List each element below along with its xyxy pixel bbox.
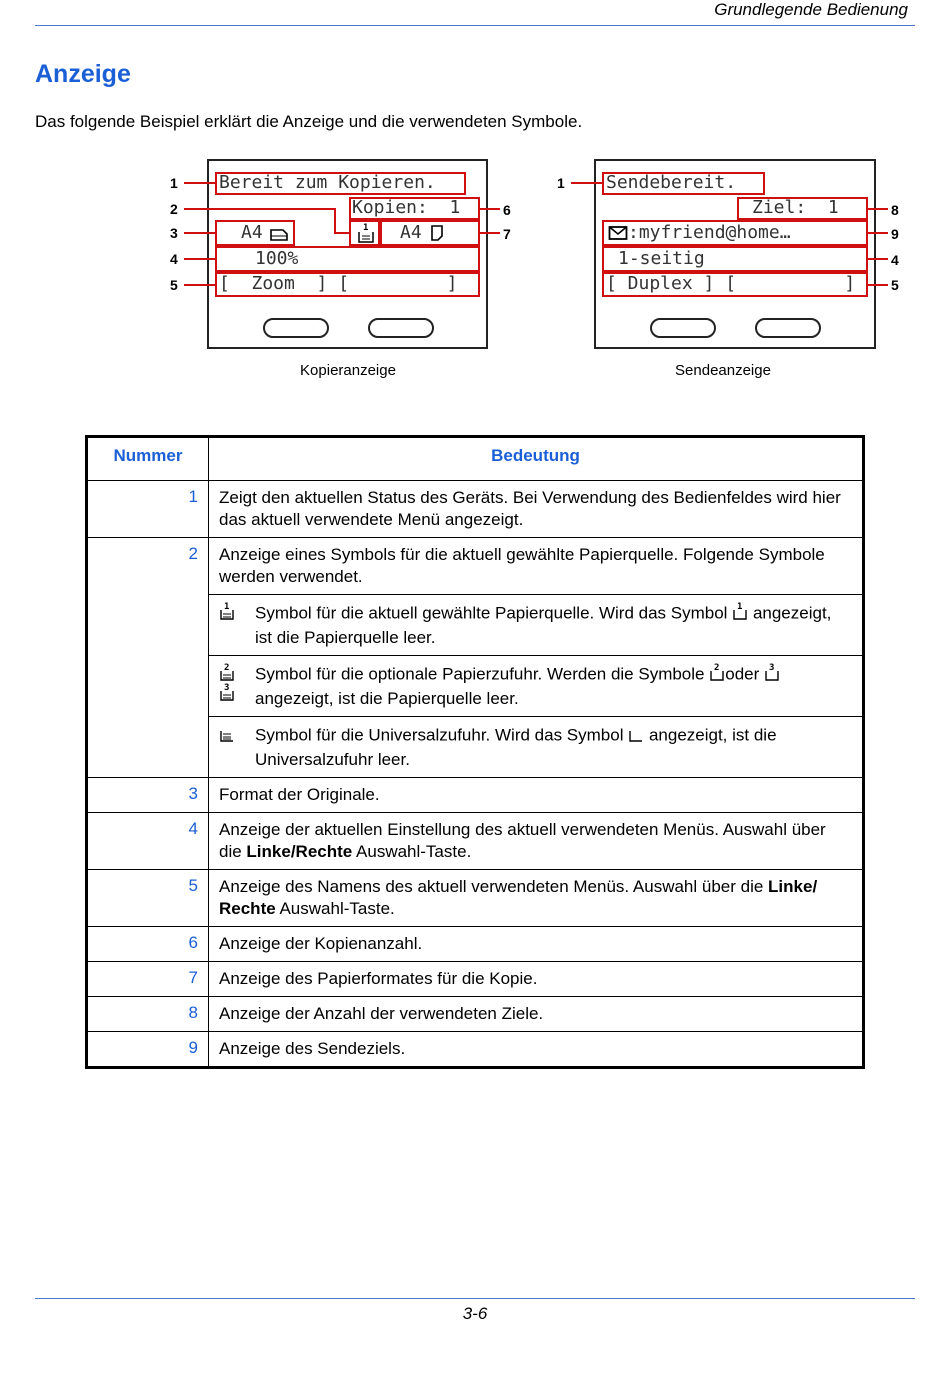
row-number: 2	[87, 538, 209, 778]
leader-line-5	[184, 284, 215, 286]
callout-box-7	[380, 220, 480, 246]
callout-box-5	[602, 272, 868, 297]
copy-status-line: Bereit zum Kopieren.	[219, 172, 436, 193]
subrow-cassette	[209, 595, 864, 656]
leader-line-4	[184, 258, 215, 260]
leader-line-2-drop	[334, 208, 336, 234]
send-right-softkey	[755, 318, 821, 338]
row-number: 5	[87, 870, 209, 927]
leader-line-6	[480, 208, 500, 210]
cassette-1-empty-icon	[732, 601, 748, 627]
svg-text:2: 2	[714, 663, 720, 673]
key-name: Linke/Rechte	[246, 842, 353, 861]
leader-line-8	[868, 208, 888, 210]
subrow-text: angezeigt, ist die Universalzufuhr leer.	[255, 725, 777, 769]
callout-number: 7	[503, 226, 511, 242]
send-setting-value: 1-seitig	[618, 248, 705, 269]
header-rule	[35, 25, 915, 26]
svg-text:3: 3	[769, 663, 775, 673]
table-row	[87, 997, 864, 1032]
page-title: Anzeige	[35, 60, 131, 88]
subrow-text: oder	[725, 664, 760, 684]
row-description: Anzeige des Papierformates für die Kopie.	[209, 962, 864, 997]
leader-line-5	[868, 284, 888, 286]
callout-box-4	[215, 246, 480, 272]
table-row	[87, 813, 864, 870]
svg-text:1: 1	[363, 223, 369, 233]
table-row	[87, 481, 864, 538]
subrow-text: angezeigt, ist die Papierquelle leer.	[255, 689, 519, 708]
leader-line-1	[184, 182, 215, 184]
send-left-softkey	[650, 318, 716, 338]
callout-number: 6	[503, 202, 511, 218]
row-description: Anzeige eines Symbols für die aktuell gewählte Papierquelle. Folgende Symbole werden verwendet.	[209, 538, 864, 595]
legend-table	[85, 435, 865, 1069]
paper-size-text: A4	[400, 222, 422, 243]
row-description: Anzeige der Kopienanzahl.	[209, 927, 864, 962]
subrow-text: Symbol für die optionale Papierzufuhr. Werden die Symbole	[255, 664, 705, 684]
copy-zoom-value: 100%	[255, 248, 299, 269]
callout-box-3	[215, 220, 295, 246]
row-number: 3	[87, 778, 209, 813]
leader-line-9	[868, 232, 888, 234]
row-number: 9	[87, 1032, 209, 1068]
callout-number: 8	[891, 202, 899, 218]
table-row	[87, 1032, 864, 1068]
svg-text:3: 3	[224, 683, 230, 693]
leader-line-3	[184, 232, 215, 234]
copy-left-softkey	[263, 318, 329, 338]
callout-box-1	[602, 172, 765, 195]
leader-line-2-end	[334, 232, 349, 234]
table-row	[87, 962, 864, 997]
cassette-1-icon	[219, 601, 255, 627]
intro-text: Das folgende Beispiel erklärt die Anzeige und die verwendeten Symbole.	[35, 112, 583, 131]
row-number: 6	[87, 927, 209, 962]
callout-box-6	[349, 197, 480, 220]
copy-right-softkey	[368, 318, 434, 338]
callout-box-4	[602, 246, 868, 272]
leader-line-7	[480, 232, 500, 234]
subrow-multipurpose-tray	[209, 717, 864, 778]
callout-number: 5	[891, 277, 899, 293]
multipurpose-tray-icon	[219, 723, 255, 749]
subrow-text: angezeigt, ist die Papierquelle leer.	[255, 603, 832, 647]
column-header-meaning: Bedeutung	[209, 437, 864, 481]
leader-line-2	[184, 208, 336, 210]
callout-number: 5	[170, 277, 178, 293]
subrow-optional-feeder	[209, 656, 864, 717]
callout-number: 1	[170, 175, 178, 191]
callout-box-9	[602, 220, 868, 246]
key-name: Linke/ Rechte	[219, 877, 818, 918]
copy-menu-line: [ Zoom ] [ ]	[219, 273, 458, 294]
send-menu-line: [ Duplex ] [ ]	[606, 273, 856, 294]
cassette-2-3-icon	[219, 662, 255, 708]
svg-text:1: 1	[224, 602, 230, 612]
callout-box-5	[215, 272, 480, 297]
row-text: Auswahl-Taste.	[275, 899, 395, 918]
row-number: 1	[87, 481, 209, 538]
row-description: Anzeige der Anzahl der verwendeten Ziele.	[209, 997, 864, 1032]
table-row	[87, 778, 864, 813]
copy-display-caption: Kopieranzeige	[300, 362, 396, 379]
send-destination-count: Ziel: 1	[752, 197, 839, 218]
callout-number: 2	[170, 201, 178, 217]
footer-rule	[35, 1298, 915, 1299]
subrow-text: Symbol für die Universalzufuhr. Wird das Symbol	[255, 725, 624, 745]
copy-copies-line: Kopien: 1	[352, 197, 461, 218]
cassette-2-empty-icon	[709, 662, 725, 688]
original-size-text: A4	[241, 222, 263, 243]
callout-number: 1	[557, 175, 565, 191]
callout-number: 4	[170, 251, 178, 267]
leader-line-1	[571, 182, 602, 184]
callout-box-1	[215, 172, 466, 195]
callout-number: 9	[891, 226, 899, 242]
running-header: Grundlegende Bedienung	[714, 0, 908, 19]
row-number: 7	[87, 962, 209, 997]
row-number: 4	[87, 813, 209, 870]
send-destination-address: :myfriend@home…	[628, 222, 791, 243]
table-row	[87, 538, 864, 595]
svg-text:2: 2	[224, 663, 230, 673]
callout-box-8	[737, 197, 868, 220]
callout-number: 3	[170, 225, 178, 241]
table-header-row	[87, 437, 864, 481]
svg-text:1: 1	[737, 602, 743, 612]
row-description: Zeigt den aktuellen Status des Geräts. Bei Verwendung des Bedienfeldes wird hier das aktuell verwendete Menü angezeigt.	[209, 481, 864, 538]
send-display-caption: Sendeanzeige	[675, 362, 771, 379]
row-description	[209, 870, 864, 927]
leader-line-4	[868, 258, 888, 260]
callout-number: 4	[891, 252, 899, 268]
table-row	[87, 870, 864, 927]
cassette-3-empty-icon	[764, 662, 780, 688]
table-row	[87, 927, 864, 962]
subrow-text: Symbol für die aktuell gewählte Papierquelle. Wird das Symbol	[255, 603, 728, 623]
row-description: Anzeige des Sendeziels.	[209, 1032, 864, 1068]
callout-box-2	[349, 220, 380, 246]
row-text: Anzeige der aktuellen Einstellung des aktuell verwendeten Menüs. Auswahl über die	[219, 820, 826, 861]
row-description	[209, 813, 864, 870]
multipurpose-tray-empty-icon	[628, 723, 644, 749]
row-description: Format der Originale.	[209, 778, 864, 813]
column-header-number: Nummer	[87, 437, 209, 481]
send-status-line: Sendebereit.	[606, 172, 737, 193]
page-number: 3-6	[462, 1304, 488, 1323]
row-text: Auswahl-Taste.	[352, 842, 472, 861]
row-text: Anzeige des Namens des aktuell verwendeten Menüs. Auswahl über die	[219, 877, 769, 896]
row-number: 8	[87, 997, 209, 1032]
